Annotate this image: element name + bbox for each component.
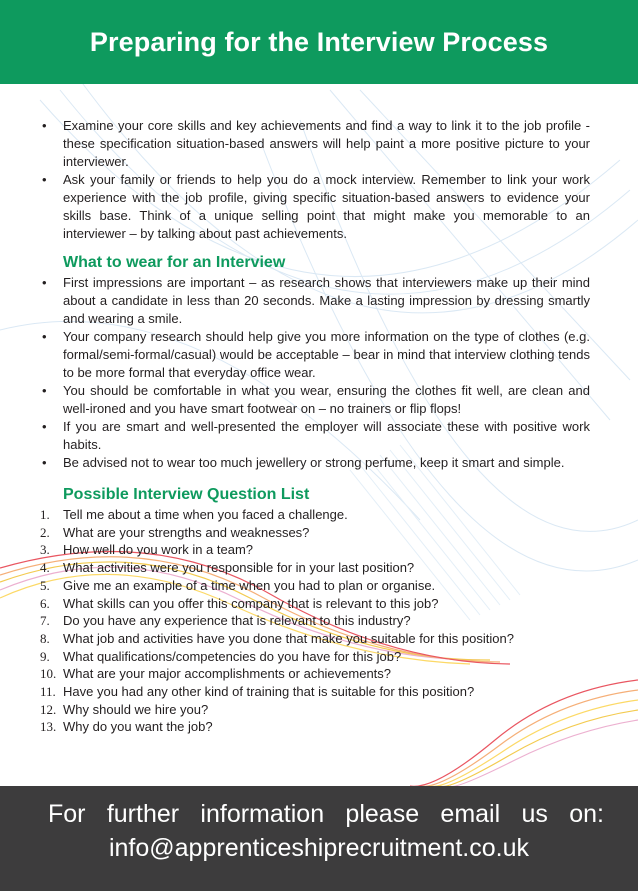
contact-prompt bbox=[48, 798, 604, 830]
question-item bbox=[40, 648, 590, 666]
question-number: 5. bbox=[40, 577, 50, 593]
list-item: • Ask your family or friends to help you do a mock interview. Remember to link your work experience with the job profile, giving specific situation-based answers to evidence your skills base. Think of a unique selling point that might make you memorable to an interviewer – by talking about past achievements. bbox=[40, 171, 590, 243]
list-item: • If you are smart and well-presented the employer will associate these with positive work habits. bbox=[40, 418, 590, 454]
question-text: Do you have any experience that is relevant to this industry? bbox=[63, 613, 411, 629]
question-number: 6. bbox=[40, 595, 50, 611]
question-text: Why should we hire you? bbox=[63, 701, 209, 717]
question-text: What are your major accomplishments or achievements? bbox=[63, 666, 392, 682]
contact-word: email bbox=[440, 800, 501, 828]
question-item bbox=[40, 665, 590, 683]
question-item bbox=[40, 577, 590, 595]
list-item: • Be advised not to wear too much jewellery or strong perfume, keep it smart and simple. bbox=[40, 454, 590, 472]
question-number: 7. bbox=[40, 613, 50, 629]
page-title: Preparing for the Interview Process bbox=[89, 26, 549, 57]
list-item: • Your company research should help give you more information on the type of clothes (e.g. formal/semi-formal/casual) would be acceptable – bear in mind that interview clothing tends to be more formal that everyday office wear. bbox=[40, 328, 590, 382]
question-item bbox=[40, 524, 590, 542]
question-number: 12. bbox=[40, 701, 57, 717]
question-number: 2. bbox=[40, 524, 50, 540]
question-item bbox=[40, 683, 590, 701]
question-text: What job and activities have you done that make you suitable for this position? bbox=[63, 630, 514, 646]
question-item bbox=[40, 718, 590, 736]
question-list bbox=[40, 506, 590, 736]
question-number: 3. bbox=[40, 542, 50, 558]
list-item: • First impressions are important – as research shows that interviewers make up their mind about a candidate in less than 20 seconds. Make a lasting impression by dressing smartly and wearing a smile. bbox=[40, 274, 590, 328]
question-number: 11. bbox=[40, 684, 56, 700]
question-number: 4. bbox=[40, 560, 50, 576]
contact-word: on: bbox=[569, 800, 604, 828]
question-text: What qualifications/competencies do you have for this job? bbox=[63, 648, 402, 664]
question-number: 13. bbox=[40, 719, 57, 735]
list-item: • You should be comfortable in what you wear, ensuring the clothes fit well, are clean and well-ironed and you have smart footwear on – no trainers or flip flops! bbox=[40, 382, 590, 418]
question-item bbox=[40, 630, 590, 648]
intro-list bbox=[40, 117, 590, 243]
contact-word: For bbox=[48, 800, 86, 828]
contact-word: further bbox=[106, 800, 180, 828]
question-text: What are your strengths and weaknesses? bbox=[63, 524, 310, 540]
section-heading-questions: Possible Interview Question List bbox=[63, 486, 310, 503]
question-text: How well do you work in a team? bbox=[63, 542, 254, 558]
main-content bbox=[40, 117, 590, 736]
question-item bbox=[40, 701, 590, 719]
question-number: 10. bbox=[40, 666, 57, 682]
question-item bbox=[40, 559, 590, 577]
question-number: 1. bbox=[40, 507, 50, 522]
header-banner bbox=[0, 0, 638, 84]
contact-email[interactable]: info@apprenticeshiprecruitment.co.uk bbox=[108, 834, 530, 862]
question-text: What activities were you responsible for in your last position? bbox=[63, 560, 415, 576]
wear-list bbox=[40, 274, 590, 472]
question-number: 9. bbox=[40, 648, 50, 664]
question-text: What skills can you offer this company that is relevant to this job? bbox=[63, 595, 439, 611]
contact-word: us bbox=[521, 800, 548, 828]
question-text: Tell me about a time when you faced a challenge. bbox=[63, 507, 348, 522]
question-item bbox=[40, 541, 590, 559]
question-text: Have you had any other kind of training that is suitable for this position? bbox=[63, 684, 475, 700]
question-item bbox=[40, 506, 590, 524]
list-item: • Examine your core skills and key achievements and find a way to link it to the job profile - these specification situation-based answers will help paint a more positive picture to your interviewer. bbox=[40, 117, 590, 171]
contact-word: information bbox=[200, 800, 325, 828]
question-number: 8. bbox=[40, 630, 50, 646]
question-item bbox=[40, 595, 590, 613]
section-heading-wear: What to wear for an Interview bbox=[63, 254, 286, 271]
question-item bbox=[40, 612, 590, 630]
question-text: Why do you want the job? bbox=[63, 719, 213, 735]
question-text: Give me an example of a time when you had to plan or organise. bbox=[63, 577, 436, 593]
contact-word: please bbox=[345, 800, 420, 828]
footer-contact bbox=[0, 786, 638, 891]
